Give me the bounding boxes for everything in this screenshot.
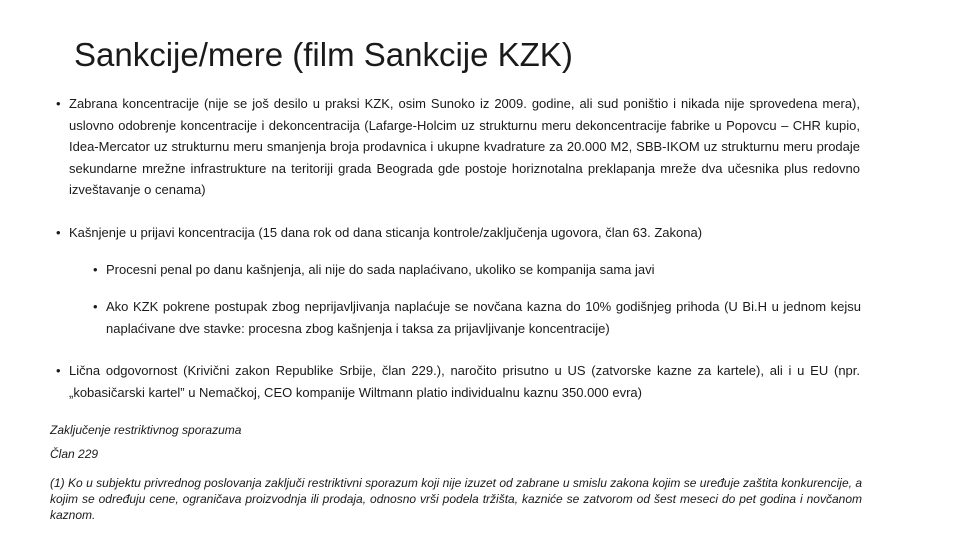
law-paragraph: (1) Ko u subjektu privrednog poslovanja zaključi restriktivni sporazum koji nije izuzet od zabrane u smislu zakona kojim se uređuje zaštita konkurencije, a kojim se određuju cene, ograničava proizvodnja ili prodaja, odnosno vrši podela tržišta, kazniće se zatvorom od šest meseci do pet godina i novčanom kaznom. bbox=[50, 476, 862, 522]
bullet-text: Lična odgovornost (Krivični zakon Republike Srbije, član 229.), naročito prisutno u US (zatvorske kazne za kartele), ali i u EU (npr. „kobasičarski kartel” u Nemačkoj, CEO kompanije Wiltmann platio individualnu kaznu 350.000 evra) bbox=[69, 363, 860, 400]
bullet-dot-icon: • bbox=[56, 363, 61, 378]
bullet-prohibition bbox=[56, 93, 860, 201]
bullet-late-notification bbox=[56, 222, 860, 244]
bullet-dot-icon: • bbox=[93, 262, 98, 277]
bullet-text: Kašnjenje u prijavi koncentracija (15 dana rok od dana sticanja kontrole/zaključenja ugovora, član 63. Zakona) bbox=[69, 225, 703, 240]
bullet-text: Zabrana koncentracije (nije se još desilo u praksi KZK, osim Sunoko iz 2009. godine, ali sud poništio i nikada nije sprovedena mera), uslovno odobrenje koncentracije i dekoncentracija (Lafarge-Holcim uz strukturnu meru dekoncentracije fabrike u Popovcu – CHR kupio, Idea-Mercator uz strukturnu meru smanjenja broja prodavnica i ukupne kvadrature za 20.000 M2, SBB-IKOM uz strukturnu meru prodaje sekundarne mrežne infrastrukture na teritoriji grada Beograda gde postoje horiznotalna preklapanja mreže dva učesnika plus redovno izveštavanje o cenama) bbox=[69, 96, 860, 198]
bullet-dot-icon: • bbox=[56, 225, 61, 240]
law-heading: Zaključenje restriktivnog sporazuma bbox=[50, 423, 242, 437]
bullet-personal-liability bbox=[56, 360, 860, 403]
law-article: Član 229 bbox=[50, 447, 99, 461]
bullet-dot-icon: • bbox=[93, 299, 98, 314]
sub-bullet-procedural-penalty bbox=[93, 259, 860, 281]
bullet-dot-icon: • bbox=[56, 96, 61, 111]
bullet-text: Ako KZK pokrene postupak zbog neprijavljivanja naplaćuje se novčana kazna do 10% godišnjeg prihoda (U Bi.H u jednom kejsu naplaćivane dve stavke: procesna zbog kašnjenja i taksa za prijavljivanje koncentracije) bbox=[106, 299, 861, 336]
sub-bullet-fine bbox=[93, 296, 861, 339]
bullet-text: Procesni penal po danu kašnjenja, ali nije do sada naplaćivano, ukoliko se kompanija sama javi bbox=[106, 262, 655, 277]
slide-title: Sankcije/mere (film Sankcije KZK) bbox=[74, 36, 573, 73]
